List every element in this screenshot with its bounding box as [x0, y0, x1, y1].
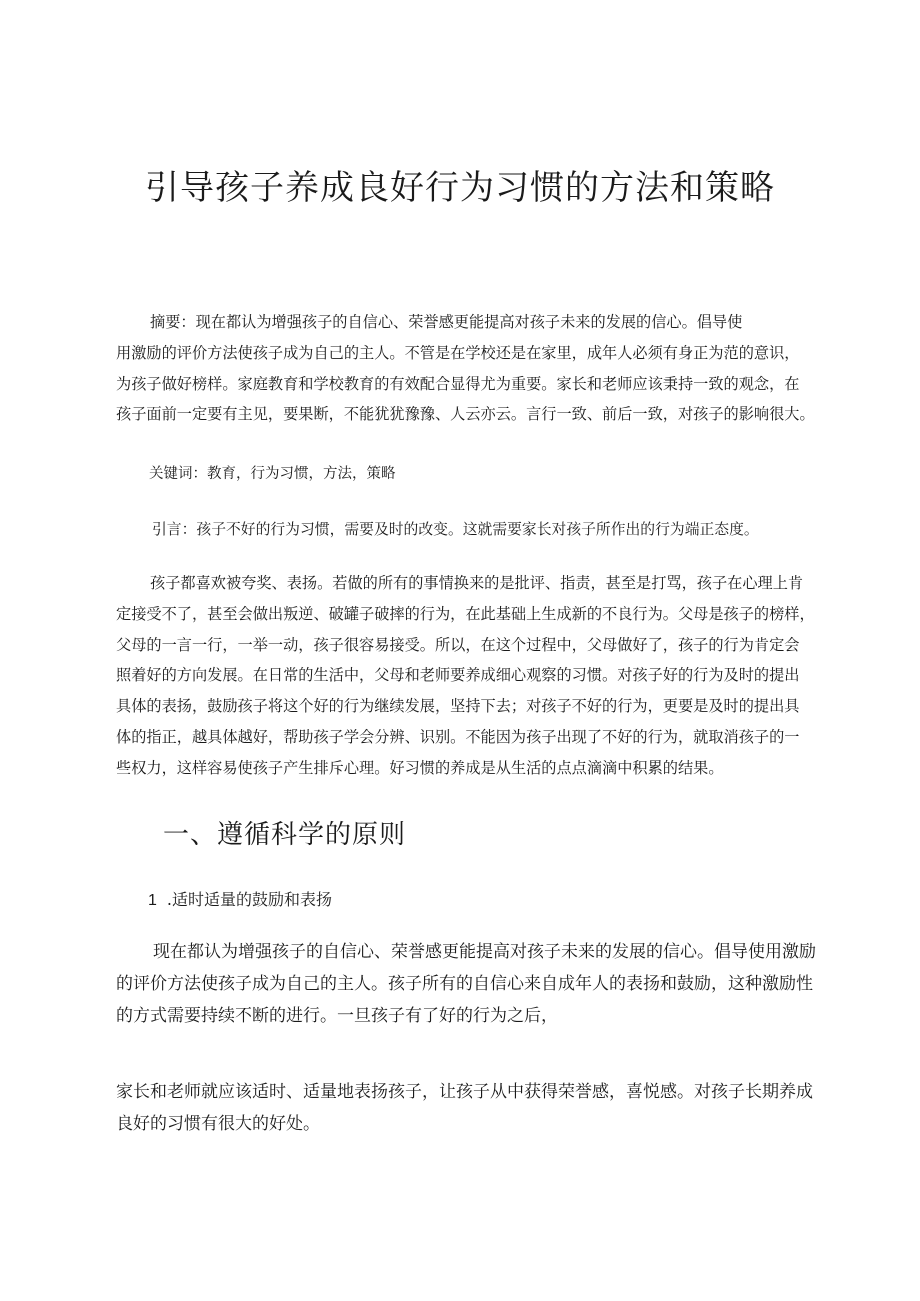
body-line: 孩子都喜欢被夸奖、表扬。若做的所有的事情换来的是批评、指责，甚至是打骂，孩子在心理上肯 [150, 574, 804, 592]
body-line: 体的指正，越具体越好，帮助孩子学会分辨、识别。不能因为孩子出现了不好的行为，就取消孩子的一 [116, 727, 800, 746]
abstract-line: 为孩子做好榜样。家庭教育和学校教育的有效配合显得尤为重要。家长和老师应该秉持一致的观念，在 [116, 374, 800, 393]
paragraph-line: 现在都认为增强孩子的自信心、荣誉感更能提高对孩子未来的发展的信心。倡导使用激励 [153, 942, 816, 962]
body-line: 照着好的方向发展。在日常的生活中，父母和老师要养成细心观察的习惯。对孩子好的行为及时的提出 [116, 666, 800, 685]
paragraph-line: 家长和老师就应该适时、适量地表扬孩子，让孩子从中获得荣誉感，喜悦感。对孩子长期养成 [116, 1082, 813, 1102]
body-line: 父母的一言一行，一举一动，孩子很容易接受。所以，在这个过程中，父母做好了，孩子的行为肯定会 [116, 635, 800, 654]
body-line: 定接受不了，甚至会做出叛逆、破罐子破摔的行为，在此基础上生成新的不良行为。父母是孩子的榜样， [116, 604, 815, 623]
abstract-line: 用激励的评价方法使孩子成为自己的主人。不管是在学校还是在家里，成年人必须有身正为范的意识， [116, 343, 800, 362]
keywords: 关键词：教育，行为习惯，方法，策略 [149, 466, 396, 482]
body-line: 些权力，这样容易使孩子产生排斥心理。好习惯的养成是从生活的点点滴滴中积累的结果。 [116, 758, 724, 777]
subsection-paragraph-1 [116, 936, 816, 1032]
subsection-title: .适时适量的鼓励和表扬 [166, 890, 332, 909]
introduction: 引言：孩子不好的行为习惯，需要及时的改变。这就需要家长对孩子所作出的行为端正态度。 [152, 521, 759, 538]
document-title: 引导孩子养成良好行为习惯的方法和策略 [145, 168, 775, 208]
paragraph-line: 的评价方法使孩子成为自己的主人。孩子所有的自信心来自成年人的表扬和鼓励，这种激励性 [116, 974, 813, 994]
body-line: 具体的表扬，鼓励孩子将这个好的行为继续发展，坚持下去；对孩子不好的行为，更要是及时的提出具 [116, 697, 800, 716]
subsection-paragraph-2 [116, 1076, 816, 1140]
abstract-paragraph [116, 307, 816, 430]
body-paragraph [116, 568, 816, 784]
paragraph-line: 良好的习惯有很大的好处。 [116, 1114, 320, 1134]
section-heading: 一、遵循科学的原则 [163, 820, 407, 850]
abstract-line: 摘要：现在都认为增强孩子的自信心、荣誉感更能提高对孩子未来的发展的信心。倡导使 [150, 313, 743, 331]
paragraph-line: 的方式需要持续不断的进行。一旦孩子有了好的行为之后， [116, 1006, 558, 1026]
subsection-heading [148, 888, 332, 913]
subsection-number: 1 [148, 892, 157, 909]
abstract-line: 孩子面前一定要有主见，要果断，不能犹犹豫豫、人云亦云。言行一致、前后一致，对孩子的影响很大。 [116, 405, 815, 424]
